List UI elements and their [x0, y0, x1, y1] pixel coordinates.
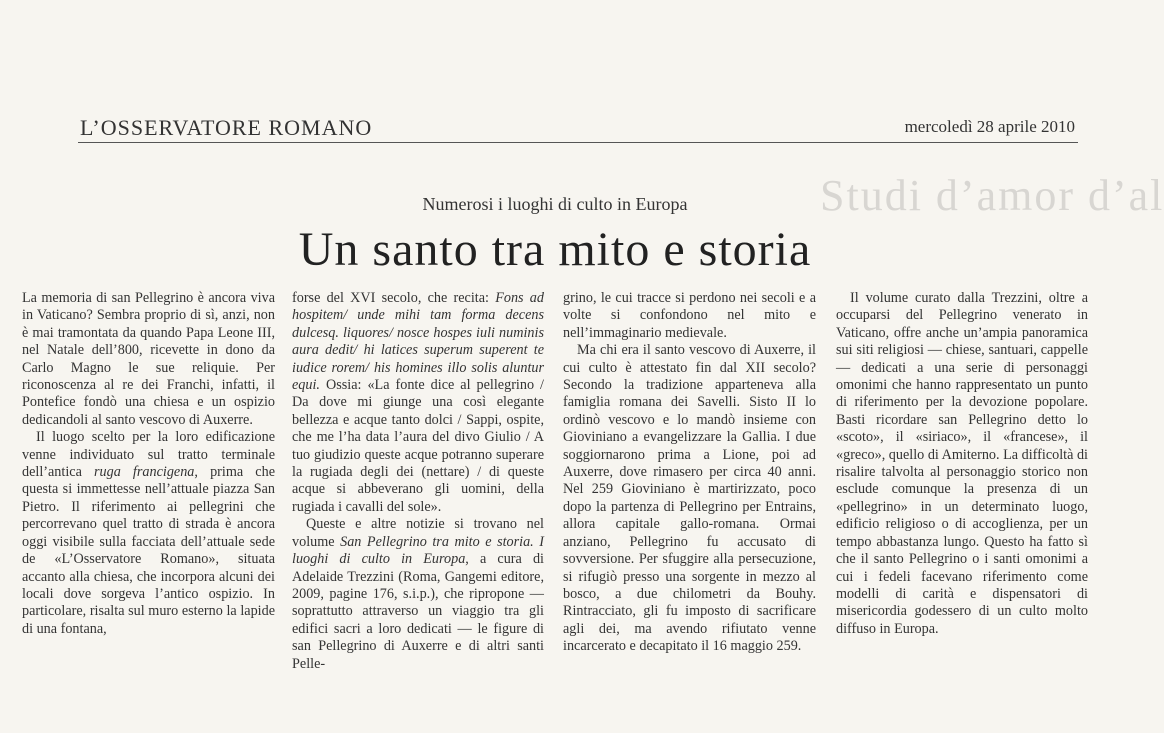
bleed-through-text: Studi d’amor d’al — [820, 171, 1164, 220]
article-column-3 — [563, 290, 816, 730]
paragraph — [292, 290, 544, 516]
publication-date: mercoledì 28 aprile 2010 — [904, 117, 1075, 136]
text-run: , a cura di Adelaide Trezzini (Roma, Gangemi editore, 2009, pagine 176, s.i.p.), che ripropone — soprattutto attraverso un viaggio tra gli edifici sacri a loro dedicati — le figure di san Pellegrino di Auxerre e di altri santi Pelle- — [292, 551, 545, 672]
text-run: Queste e altre notizie si trovano nel volume — [292, 516, 544, 550]
newspaper-name: L’OSSERVATORE ROMANO — [80, 115, 373, 140]
latin-inscription: Fons ad hospitem/ unde mihi tam forma decens dulcesq. liquores/ nosce hospes iuli numinis aura dedit/ hi latices superum superent te iudice rorem/ his homines illo solis aluntur equi. — [292, 290, 544, 394]
paragraph: Il volume curato dalla Trezzini, oltre a occuparsi del Pellegrino venerato in Vaticano, offre anche un’ampia panoramica sui siti religiosi — chiese, santuari, cappelle — dedicati a una serie di personaggi omonimi che hanno rappresentato un punto di riferimento per la devozione popolare. Basti ricordare san Pellegrino detto lo «scoto», il «siriaco», il «francese», il «greco», quello di Amiterno. La difficoltà di risalire talvolta al personaggio storico non esclude comunque la presenza di un «pellegrino» in un determinato luogo, edificio religioso o di accoglienza, per un tempo abbastanza lungo. Questo ha fatto sì che il santo Pellegrino o i santi omonimi a cui i fedeli facevano riferimento come modelli di carità e dispensatori di misericordia godessero di un culto molto diffuso in Europa. — [836, 290, 1088, 637]
text-run: forse del XVI secolo, che recita: — [292, 290, 496, 306]
article-column-1 — [22, 290, 275, 730]
text-run: , prima che questa si immettesse nell’attuale piazza San Pietro. Il riferimento ai pellegrini che percorrevano quel tratto di strada è ancora oggi visibile sulla facciata dell’attuale sede de «L’Osservatore Romano», situata accanto alla chiesa, che incorpora alcuni dei locali dove sorgeva l’antico ospizio. In particolare, risalta sul muro esterno la lapide di una fontana, — [22, 464, 275, 637]
article-kicker: Numerosi i luoghi di culto in Europa — [422, 194, 688, 214]
paragraph — [292, 516, 544, 673]
paragraph: La memoria di san Pellegrino è ancora viva in Vaticano? Sembra proprio di sì, anzi, non è mai tramontata da quando Papa Leone III, nel Natale dell’800, ricevette in dono da Carlo Magno le sue reliquie. Per riconoscenza al re dei Franchi, infatti, il Pontefice fondò una chiesa e un ospizio dedicandoli al santo vescovo di Auxerre. — [22, 290, 275, 428]
text-run: Il luogo scelto per la loro edificazione venne individuato sul tratto terminale dell’antica — [22, 429, 275, 481]
masthead — [78, 112, 1078, 143]
article-headline: Un santo tra mito e storia — [298, 223, 812, 276]
italic-text: ruga francigena — [94, 464, 195, 481]
article-column-4 — [836, 290, 1088, 730]
article-column-2 — [292, 290, 544, 730]
text-run: Ossia: «La fonte dice al pellegrino / Da dove mi giunge una così elegante bellezza e acque tanto dolci / Sappi, ospite, che me l’ha data l’aura del divo Giulio / A tuo giudizio queste acque potranno superare la rugiada degli dei (nettare) / di queste acque si abbeverano gli uomini, della rugiada i cavalli del sole». — [292, 377, 544, 515]
book-title: San Pellegrino tra mito e storia. I luoghi di culto in Europa — [292, 533, 544, 568]
paragraph — [22, 429, 275, 638]
paragraph: grino, le cui tracce si perdono nei secoli e a volte si confondono nel mito e nell’immaginario medievale. — [563, 290, 816, 341]
paragraph: Ma chi era il santo vescovo di Auxerre, il cui culto è attestato fin dal XII secolo? Secondo la tradizione apparteneva alla famiglia romana dei Savelli. Sisto II lo ordinò vescovo e lo mandò insieme con Gioviniano a evangelizzare la Gallia. I due soggiornarono prima a Lione, poi ad Auxerre, dove rimasero per circa 40 anni. Nel 259 Gioviniano è martirizzato, poco dopo la partenza di Pellegrino per Entrains, allora capitale gallo-romana. Ormai anziano, Pellegrino fu accusato di sovversione. Per sfuggire alla persecuzione, si rifugiò presso una sorgente in mezzo al bosco, a due chilometri da Bouhy. Rintracciato, gli fu imposto di sacrificare agli dei, ma avendo rifiutato venne incarcerato e decapitato il 16 maggio 259. — [563, 342, 816, 655]
